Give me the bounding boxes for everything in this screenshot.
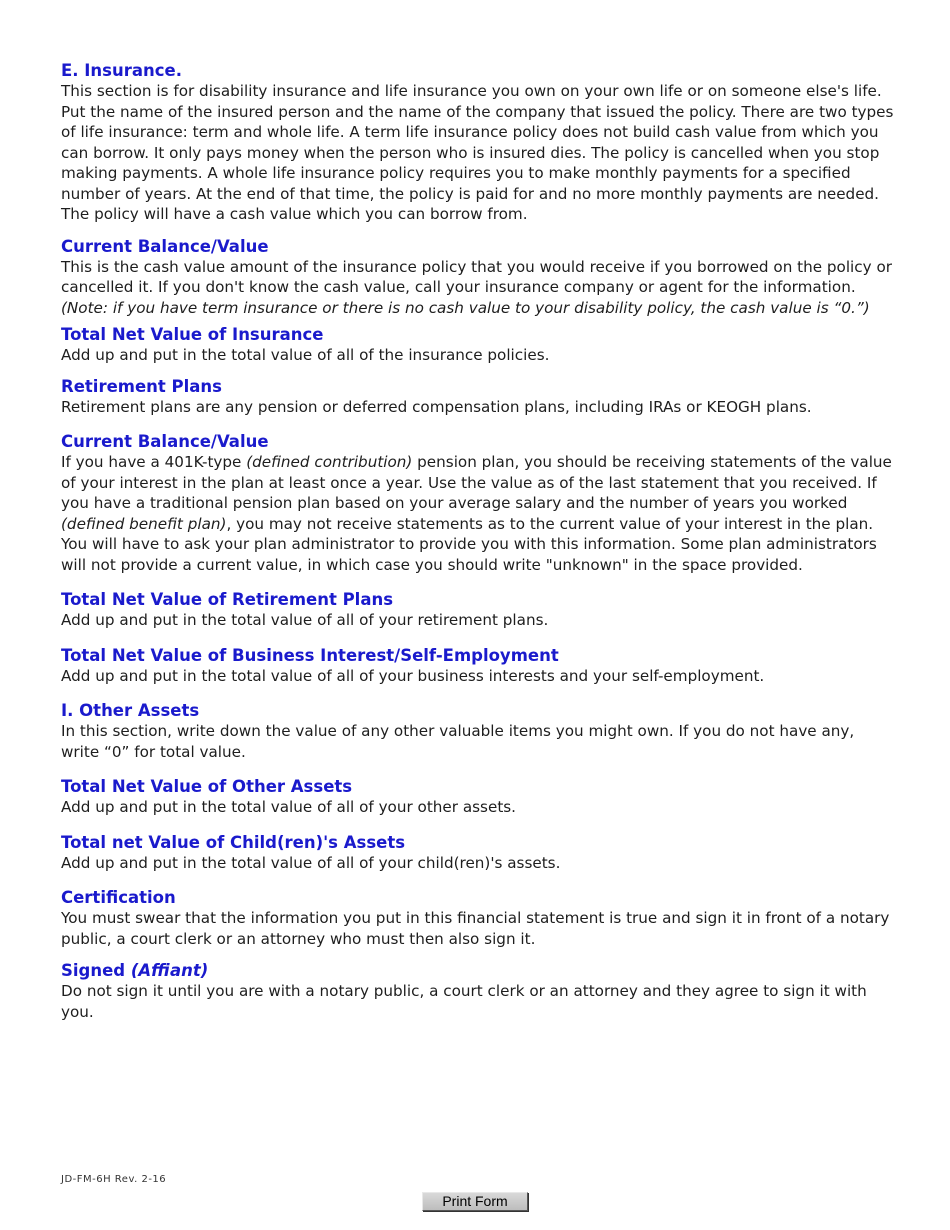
section-other-assets <box>61 700 895 762</box>
section-heading: Current Balance/Value <box>61 236 269 256</box>
section-body: In this section, write down the value of any other valuable items you might own. If you do not have any, write “0” for total value. <box>61 722 855 761</box>
form-code: JD-FM-6H Rev. 2-16 <box>61 1174 167 1185</box>
section-heading: Total Net Value of Retirement Plans <box>61 590 394 609</box>
note-text: (Note: if you have term insurance or there is no cash value to your disability policy, the cash value is “0.”) <box>61 298 870 317</box>
section-total-net-value-retirement <box>61 589 895 631</box>
section-certification <box>61 887 895 949</box>
section-body: Add up and put in the total value of all of your business interests and your self-employment. <box>61 666 765 685</box>
section-total-net-value-insurance <box>61 324 895 366</box>
body-text-span: , you may not receive statements as to the current value of your interest in the plan. You will have to ask your plan administrator to provide you with this information. Some plan administrators will not provide a current value, in which case you should write "unknown" in the space provided. <box>61 514 877 574</box>
section-total-net-value-children-assets <box>61 832 895 874</box>
section-total-net-value-other-assets <box>61 776 895 818</box>
section-body: Add up and put in the total value of all of your child(ren)'s assets. <box>61 853 561 872</box>
section-body: You must swear that the information you put in this financial statement is true and sign it in front of a notary public, a court clerk or an attorney who must then also sign it. <box>61 909 890 948</box>
italic-term: (defined contribution) <box>246 453 413 471</box>
section-heading <box>61 960 895 981</box>
section-heading: Total net Value of Child(ren)'s Assets <box>61 832 406 852</box>
body-text-span: If you have a 401K-type <box>61 453 242 471</box>
section-total-net-value-business <box>61 645 895 687</box>
section-body <box>61 257 895 319</box>
section-heading: Retirement Plans <box>61 376 222 396</box>
section-retirement-current-balance <box>61 431 895 575</box>
italic-term: (defined benefit plan) <box>61 514 227 533</box>
instructions-content <box>61 60 895 1022</box>
section-signed <box>61 960 895 1022</box>
section-body: Add up and put in the total value of all of your retirement plans. <box>61 611 549 629</box>
section-body: Do not sign it until you are with a notary public, a court clerk or an attorney and they agree to sign it with you. <box>61 982 867 1021</box>
section-heading: Total Net Value of Insurance <box>61 325 324 344</box>
section-insurance-current-balance <box>61 236 895 319</box>
body-text-span: This is the cash value amount of the insurance policy that you would receive if you borrowed on the policy or cancelled it. If you don't know the cash value, call your insurance company or agent for the information. <box>61 257 892 296</box>
section-body: Add up and put in the total value of all of the insurance policies. <box>61 346 550 364</box>
section-insurance <box>61 60 895 225</box>
print-form-button[interactable]: Print Form <box>422 1192 528 1211</box>
section-body: This section is for disability insurance and life insurance you own on your own life or on someone else's life. Put the name of the insured person and the name of the company that issued the policy. There are two types of life insurance: term and whole life. A term life insurance policy does not build cash value from which you can borrow. It only pays money when the person who is insured dies. The policy is cancelled when you stop making payments. A whole life insurance policy requires you to make monthly payments for a specified number of years. At the end of that time, the policy is paid for and no more monthly payments are needed. The policy will have a cash value which you can borrow from. <box>61 82 894 223</box>
body-text-span: pension plan, you should be receiving statements of the value of your interest in the plan at least once a year. Use the value as of the last statement that you received. If you have a traditional pension plan based on your average salary and the number of years you worked <box>61 453 892 512</box>
section-heading: Certification <box>61 888 176 907</box>
section-body: Add up and put in the total value of all of your other assets. <box>61 798 517 816</box>
section-heading: I. Other Assets <box>61 701 200 720</box>
section-heading: E. Insurance. <box>61 61 182 80</box>
section-body <box>61 452 895 575</box>
section-retirement-plans <box>61 376 895 418</box>
section-heading: Current Balance/Value <box>61 432 269 451</box>
heading-italic: (Affiant) <box>130 961 209 980</box>
section-heading: Total Net Value of Business Interest/Self-Employment <box>61 645 559 665</box>
section-body: Retirement plans are any pension or deferred compensation plans, including IRAs or KEOGH plans. <box>61 397 812 416</box>
section-heading: Total Net Value of Other Assets <box>61 777 353 796</box>
heading-text: Signed <box>61 961 126 980</box>
